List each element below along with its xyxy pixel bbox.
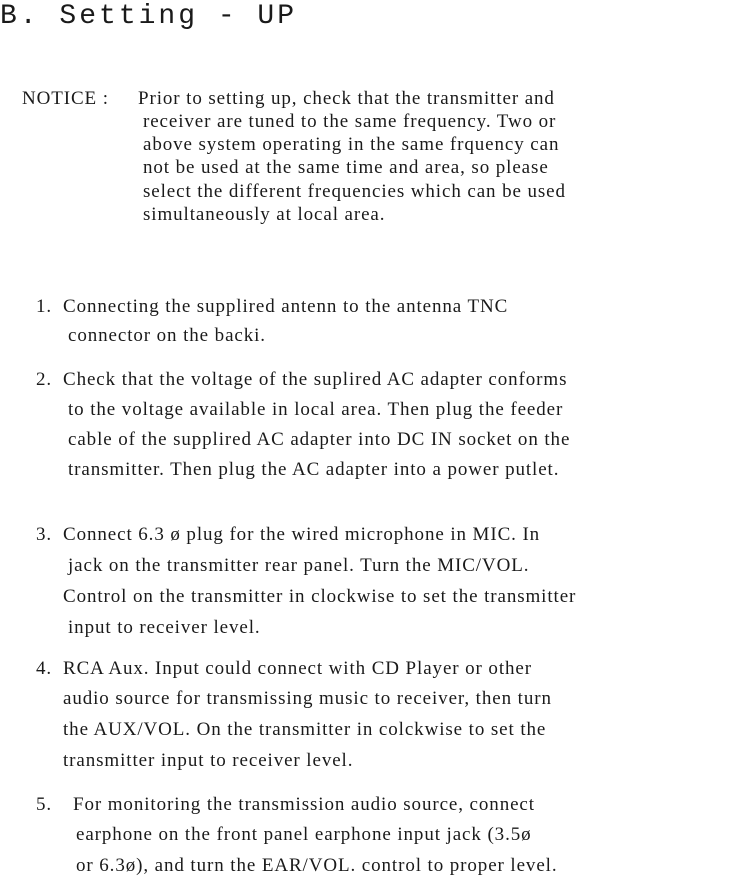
step-line: to the voltage available in local area. Then plug the feeder bbox=[68, 399, 564, 420]
step-number: 5. bbox=[36, 794, 53, 815]
step-number: 2. bbox=[36, 369, 53, 390]
step-line: audio source for transmissing music to receiver, then turn bbox=[63, 688, 552, 709]
step-line: Connecting the supplired antenn to the antenna TNC bbox=[63, 296, 509, 317]
notice-line: receiver are tuned to the same frequency. Two or bbox=[143, 111, 557, 132]
step-line: transmitter input to receiver level. bbox=[63, 750, 354, 771]
step-line: transmitter. Then plug the AC adapter into a power putlet. bbox=[68, 459, 560, 480]
notice-label: NOTICE : bbox=[22, 88, 109, 109]
step-line: Check that the voltage of the suplired AC adapter conforms bbox=[63, 369, 568, 390]
step-number: 4. bbox=[36, 658, 53, 679]
step-line: jack on the transmitter rear panel. Turn the MIC/VOL. bbox=[68, 555, 530, 576]
step-line: earphone on the front panel earphone input jack (3.5ø bbox=[76, 824, 532, 845]
notice-line: Prior to setting up, check that the transmitter and bbox=[138, 88, 555, 109]
step-line: Control on the transmitter in clockwise to set the transmitter bbox=[63, 586, 577, 607]
step-line: or 6.3ø), and turn the EAR/VOL. control to proper level. bbox=[76, 855, 558, 876]
step-line: connector on the backi. bbox=[68, 325, 266, 346]
notice-line: not be used at the same time and area, so please bbox=[143, 157, 549, 178]
notice-line: simultaneously at local area. bbox=[143, 204, 386, 225]
step-line: cable of the supplired AC adapter into DC IN socket on the bbox=[68, 429, 571, 450]
notice-line: above system operating in the same frquency can bbox=[143, 134, 560, 155]
step-line: Connect 6.3 ø plug for the wired microphone in MIC. In bbox=[63, 524, 541, 545]
notice-line: select the different frequencies which can be used bbox=[143, 181, 566, 202]
page-title: B. Setting - UP bbox=[0, 1, 298, 32]
step-line: the AUX/VOL. On the transmitter in colckwise to set the bbox=[63, 719, 547, 740]
step-line: input to receiver level. bbox=[68, 617, 261, 638]
step-number: 3. bbox=[36, 524, 53, 545]
step-line: For monitoring the transmission audio source, connect bbox=[73, 794, 535, 815]
step-number: 1. bbox=[36, 296, 53, 317]
step-line: RCA Aux. Input could connect with CD Player or other bbox=[63, 658, 532, 679]
